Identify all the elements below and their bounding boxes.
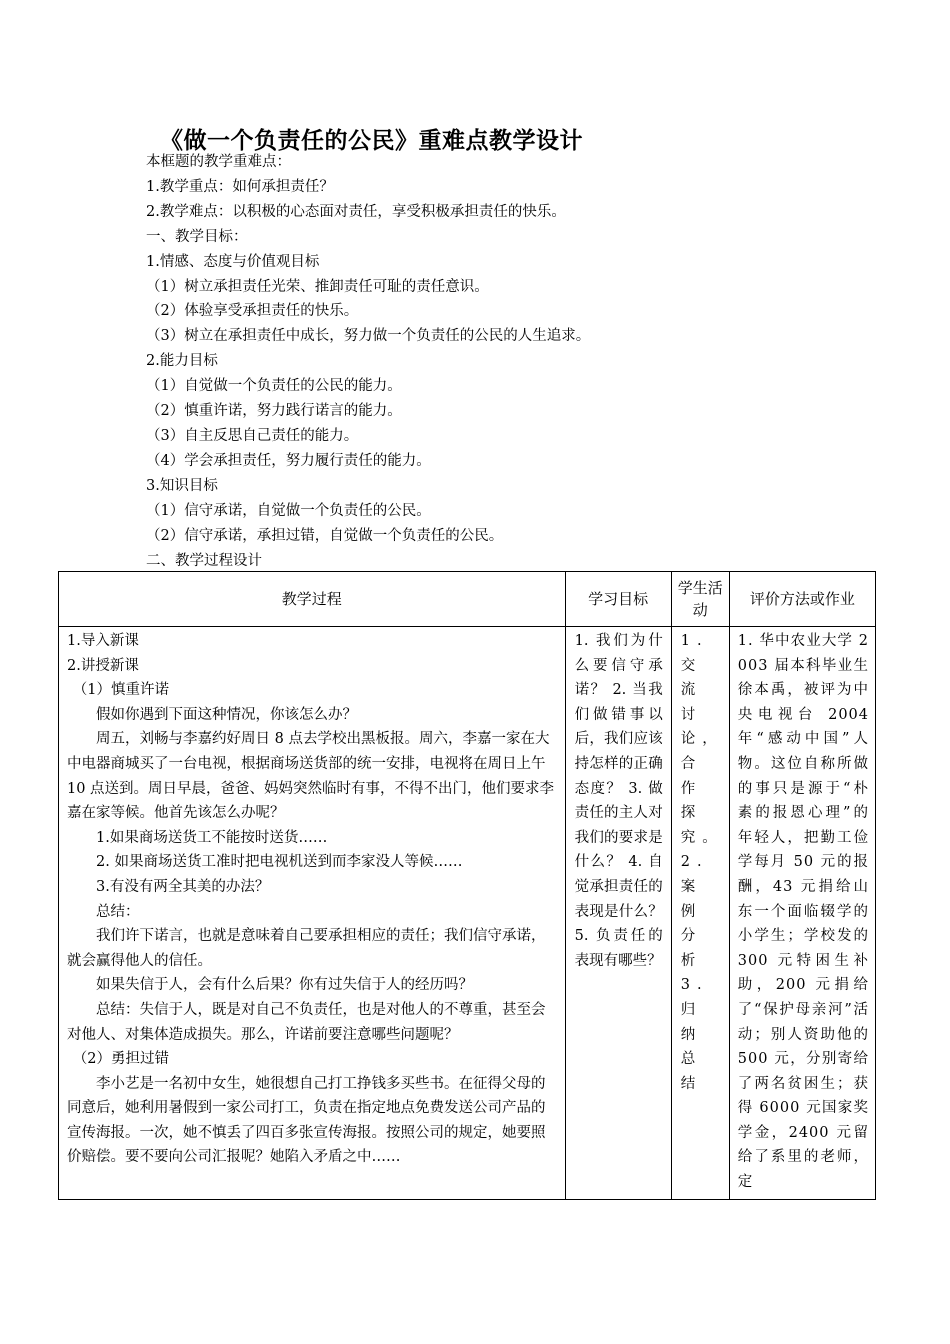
intro-line: 1.教学重点：如何承担责任？: [146, 178, 334, 195]
header-goal: 学习目标: [565, 572, 671, 627]
process-text: 2. 如果商场送货工准时把电视机送到而李家没人等候……: [96, 854, 463, 871]
intro-line: 一、教学目标：: [146, 228, 248, 245]
activity-cell: 1. 交流讨论，合作探究。 2. 案例分析 3. 归纳总结: [671, 627, 729, 1200]
process-text: 如果失信于人，会有什么后果？你有过失信于人的经历吗？: [96, 977, 473, 994]
intro-line: （2）体验享受承担责任的快乐。: [146, 303, 359, 320]
process-text: 我们许下诺言，也就是意味着自己要承担相应的责任；我们信守承诺，就会赢得他人的信任。: [67, 928, 546, 969]
intro-line: （3）树立在承担责任中成长，努力做一个负责任的公民的人生追求。: [146, 328, 591, 345]
header-activity: 学生活动: [671, 572, 729, 627]
table-row: [59, 627, 876, 1200]
intro-line: （1）信守承诺，自觉做一个负责任的公民。: [146, 502, 431, 519]
process-text: 2.讲授新课: [67, 657, 139, 674]
header-evaluation: 评价方法或作业: [729, 572, 875, 627]
goal-cell: 1. 我们为什么要信守承诺？ 2. 当我们做错事以后，我们应该持怎样的正确态度？ 3. 做责任的主人对我们的要求是什么？ 4. 自觉承担责任的表现是什么？ 5. 负责任的表现有哪些？: [565, 627, 671, 1200]
process-text: 周五，刘畅与李嘉约好周日 8 点去学校出黑板报。周六，李嘉一家在大中电器商城买了一台电视，根据商场送货部的统一安排，电视将在周日上午 10 点送到。周日早晨，爸爸、妈妈突然临时有事，不得不出门，他们要求李嘉在家等候。他首先该怎么办呢？: [67, 731, 555, 822]
process-text: （2）勇担过错: [72, 1051, 170, 1068]
intro-line: 本框题的教学重难点：: [146, 154, 291, 170]
intro-line: （3）自主反思自己责任的能力。: [146, 427, 359, 444]
process-cell: [59, 627, 566, 1200]
process-text: 假如你遇到下面这种情况，你该怎么办？: [96, 706, 357, 723]
intro-line: （1）自觉做一个负责任的公民的能力。: [146, 378, 402, 395]
intro-line: 2.能力目标: [146, 353, 218, 370]
process-text: 1.导入新课: [67, 633, 139, 649]
evaluation-cell: 1. 华中农业大学 2003 届本科毕业生徐本禹，被评为中央电视台 2004 年“感动中国”人物。这位自称所做的事只是源于“朴素的报恩心理”的年轻人，把勤工俭学每月 50 元的报酬，43 元捐给山东一个面临辍学的小学生；学校发的 300 元特困生补助，200 元捐给了“保护母亲河”活动；别人资助他的 500 元，分别寄给了两名贫困生；获得 6000 元国家奖学金，2400 元留给了系里的老师，定: [729, 627, 875, 1200]
intro-line: （4）学会承担责任，努力履行责任的能力。: [146, 452, 431, 469]
intro-line: 3.知识目标: [146, 477, 218, 494]
process-text: 总结：失信于人，既是对自己不负责任，也是对他人的不尊重，甚至会对他人、对集体造成损失。那么，许诺前要注意哪些问题呢？: [67, 1001, 546, 1043]
intro-line: （2）慎重许诺，努力践行诺言的能力。: [146, 403, 402, 420]
document-title: 《做一个负责任的公民》重难点教学设计: [160, 128, 583, 154]
process-text: 3.有没有两全其美的办法？: [96, 878, 270, 895]
intro-line: 二、教学过程设计: [146, 552, 262, 569]
intro-line: （2）信守承诺，承担过错，自觉做一个负责任的公民。: [146, 527, 504, 544]
process-text: 李小艺是一名初中女生，她很想自己打工挣钱多买些书。在征得父母的同意后，她利用暑假到一家公司打工，负责在指定地点免费发送公司产品的宣传海报。一次，她不慎丢了四百多张宣传海报。按照公司的规定，她要照价赔偿。要不要向公司汇报呢？她陷入矛盾之中……: [67, 1075, 546, 1166]
intro-line: 1.情感、态度与价值观目标: [146, 253, 320, 270]
process-text: 总结：: [96, 903, 140, 920]
intro-section: [146, 150, 906, 573]
table-header-row: [59, 572, 876, 627]
process-text: 1.如果商场送货工不能按时送货……: [96, 829, 328, 846]
intro-line: 2.教学难点：以积极的心态面对责任，享受积极承担责任的快乐。: [146, 203, 566, 220]
process-text: （1）慎重许诺: [72, 682, 170, 699]
teaching-process-table: [58, 571, 876, 1200]
intro-line: （1）树立承担责任光荣、推卸责任可耻的责任意识。: [146, 278, 489, 295]
header-process: 教学过程: [59, 572, 566, 627]
